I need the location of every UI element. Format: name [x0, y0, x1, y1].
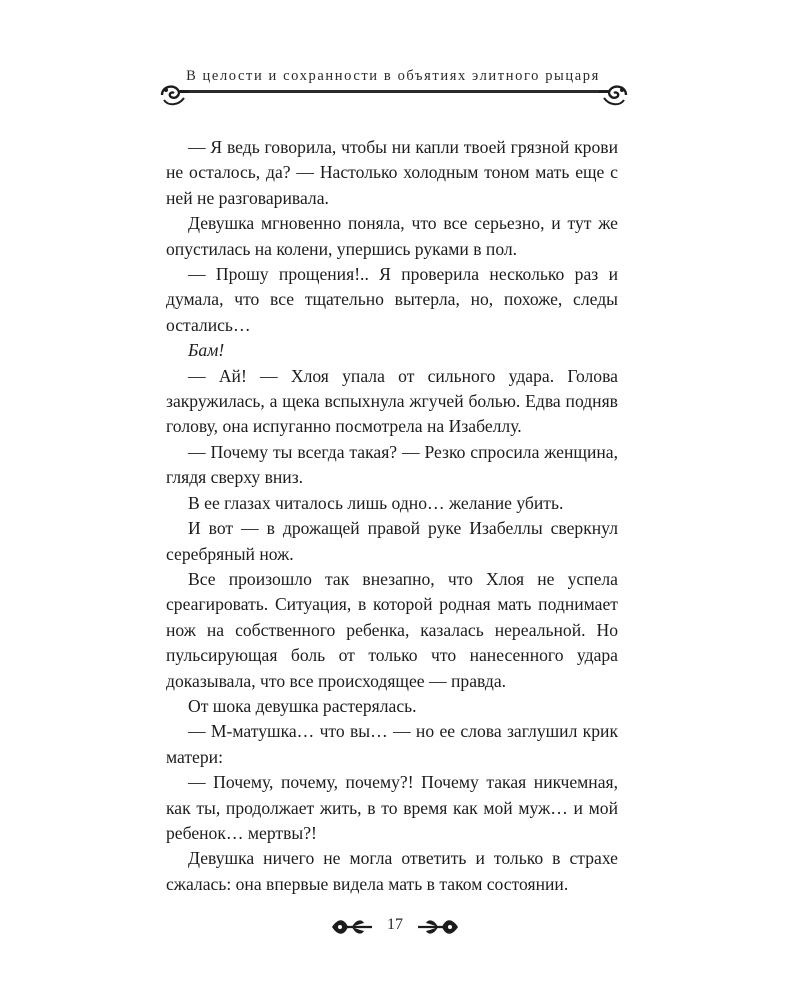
paragraph: — Почему, почему, почему?! Почему такая никчемная, как ты, продолжает жить, в то время как мой муж… и мой ребенок… мертвы?! — [166, 772, 618, 843]
header-rule — [180, 90, 610, 93]
scroll-ornament-right-icon — [598, 80, 628, 110]
page-folio — [330, 912, 460, 942]
paragraph: — Прошу прощения!.. Я проверила несколько раз и думала, что все тщательно вытерла, но, похоже, следы остались… — [166, 264, 618, 335]
paragraph: — Почему ты всегда такая? — Резко спросила женщина, глядя сверху вниз. — [166, 441, 618, 488]
chapter-body-text — [166, 135, 618, 897]
paragraph: И вот — в дрожащей правой руке Изабеллы сверкнул серебряный нож. — [166, 518, 618, 564]
paragraph: Девушка ничего не могла ответить и только в страхе сжалась: она впервые видела мать в таком состоянии. — [166, 848, 618, 894]
paragraph-sound-effect: Бам! — [188, 340, 225, 361]
paragraph: Девушка мгновенно поняла, что все серьезно, и тут же опустилась на колени, упершись руками в пол. — [166, 213, 618, 259]
fleuron-ornament-right-icon — [416, 914, 460, 940]
scroll-ornament-left-icon — [160, 80, 190, 110]
paragraph: От шока девушка растерялась. — [188, 695, 417, 716]
paragraph: Все произошло так внезапно, что Хлоя не успела среагировать. Ситуация, в которой родная мать поднимает нож на собственного ребенка, казалась нереальной. Но пульсирующая боль от только что нанесенного удара доказывала, что все происходящее — правда. — [166, 568, 618, 691]
paragraph: — Я ведь говорила, чтобы ни капли твоей грязной крови не осталось, да? — Настолько холодным тоном мать еще с ней не разговаривала. — [166, 137, 618, 208]
paragraph: В ее глазах читалось лишь одно… желание убить. — [188, 492, 564, 513]
fleuron-ornament-left-icon — [330, 914, 374, 940]
paragraph: — М-матушка… что вы… — но ее слова заглушил крик матери: — [166, 721, 618, 767]
page-number: 17 — [387, 916, 403, 933]
paragraph: — Ай! — Хлоя упала от сильного удара. Голова закружилась, а щека вспыхнула жгучей болью. Едва подняв голову, она испуганно посмотрела на Изабеллу. — [166, 365, 618, 437]
running-header-title: В целости и сохранности в объятиях элитного рыцаря — [186, 68, 600, 84]
